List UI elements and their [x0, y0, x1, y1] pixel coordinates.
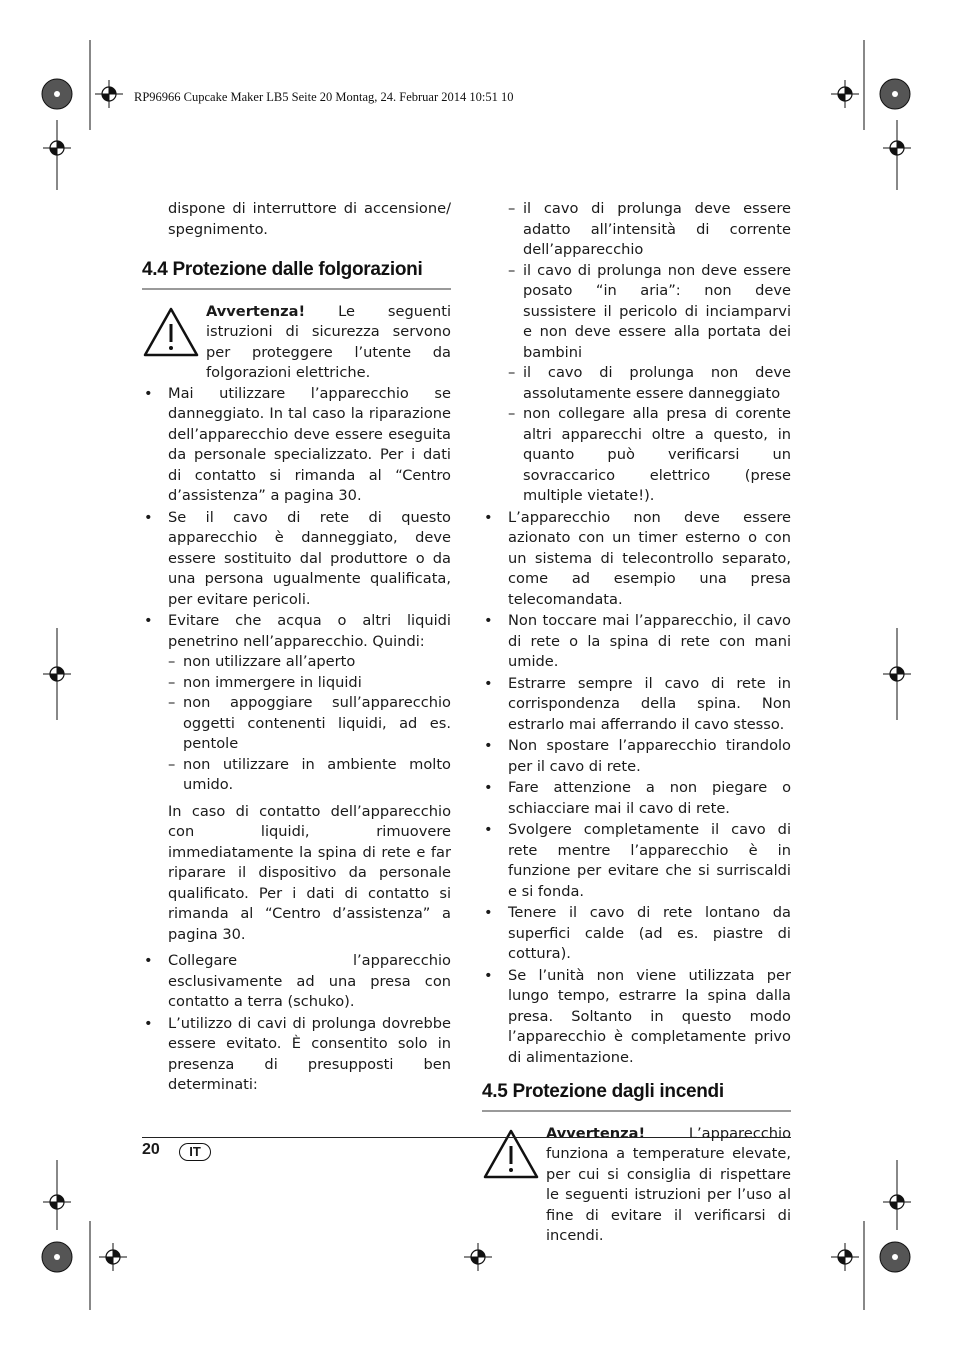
list-item: • Se l’unità non viene utilizzata per lungo tempo, estrarre la spina dalla presa. Soltanto in questo modo l’apparecchio è completamente privo di alimentazione. [482, 966, 791, 1069]
right-column [482, 199, 791, 1247]
bullet-list [482, 508, 791, 1069]
list-item: • Collegare l’apparecchio esclusivamente ad una presa con contatto a terra (schuko). [142, 951, 451, 1013]
left-column [142, 199, 451, 1097]
warning-text [206, 302, 451, 384]
dash-item: – non utilizzare all’aperto [168, 652, 451, 673]
warning-block [142, 302, 451, 384]
print-header: RP96966 Cupcake Maker LB5 Seite 20 Montag, 24. Februar 2014 10:51 10 [134, 90, 514, 104]
section-title: 4.5 Protezione dagli incendi [482, 1082, 791, 1112]
dash-item: – non collegare alla presa di corente altri apparecchi oltre a questo, in quanto può verificarsi un sovraccarico elettrico (prese multiple vietate!). [508, 404, 791, 507]
warning-triangle-icon [482, 1128, 540, 1180]
dash-item: – il cavo di prolunga non deve assolutamente essere danneggiato [508, 363, 791, 404]
bullet-list [142, 384, 451, 796]
language-badge: IT [179, 1143, 211, 1161]
footer-rule [142, 1137, 791, 1138]
list-item [142, 611, 451, 796]
page-number: 20 [142, 1141, 160, 1158]
list-item: • Svolgere completamente il cavo di rete mentre l’apparecchio è in funzione per evitare che si surriscaldi e si fonda. [482, 820, 791, 902]
intro-line: dispone di interruttore di accensione/ [168, 200, 451, 217]
section-title: 4.4 Protezione dalle folgorazioni [142, 260, 451, 290]
contact-paragraph: In caso di contatto dell’apparecchio con liquidi, rimuovere immediatamente la spina di rete e far riparare il dispositivo da personale qualificato. Per i dati di contatto si rimanda al “Centro d’assistenza” a pagina 30. [168, 802, 451, 943]
list-item-text: Evitare che acqua o altri liquidi penetrino nell’apparecchio. Quindi: [168, 612, 451, 650]
list-item: • L’utilizzo di cavi di prolunga dovrebbe essere evitato. È consentito solo in presenza di presupposti ben determinati: [142, 1014, 451, 1096]
list-item: • Estrarre sempre il cavo di rete in corrispondenza della spina. Non estrarlo mai afferrando il cavo stesso. [482, 674, 791, 736]
warning-label: Avvertenza! [206, 302, 306, 320]
list-item: • Fare attenzione a non piegare o schiacciare mai il cavo di rete. [482, 778, 791, 819]
intro-line: spegnimento. [168, 220, 268, 238]
bullet-list [142, 951, 451, 1096]
list-item: • Se il cavo di rete di questo apparecchio è danneggiato, deve essere sostituito dal produttore o da una persona ugualmente qualificata, per evitare pericoli. [142, 508, 451, 611]
dash-list [168, 652, 451, 796]
warning-block [482, 1124, 791, 1247]
warning-body: L’apparecchio funziona a temperature elevate, per cui si consiglia di rispettare le seguenti istruzioni per l’uso al fine di evitare il verificarsi di incendi. [546, 1124, 791, 1244]
dash-item: – non appoggiare sull’apparecchio oggetti contenenti liquidi, ad es. pentole [168, 693, 451, 755]
list-item: • Mai utilizzare l’apparecchio se danneggiato. In tal caso la riparazione dell’apparecchio deve essere eseguita da personale specializzato. Per i dati di contatto si rimanda al “Centro d’assistenza” a pagina 30. [142, 384, 451, 507]
dash-item: – non utilizzare in ambiente molto umido. [168, 755, 451, 796]
warning-body: Le seguenti istruzioni di sicurezza servono per proteggere l’utente da folgorazioni elettriche. [206, 302, 452, 381]
dash-list [482, 199, 791, 507]
dash-item: – non immergere in liquidi [168, 673, 451, 694]
warning-text [546, 1124, 791, 1247]
list-item: • Non spostare l’apparecchio tirandolo per il cavo di rete. [482, 736, 791, 777]
warning-triangle-icon [142, 306, 200, 358]
list-item: • L’apparecchio non deve essere azionato con un timer esterno o con un sistema di telecontrollo separato, come ad esempio una presa telecomandata. [482, 508, 791, 611]
dash-item: – il cavo di prolunga non deve essere posato “in aria”: non deve sussistere il pericolo di inciamparvi e non deve essere alla portata dei bambini [508, 261, 791, 364]
warning-label: Avvertenza! [546, 1124, 646, 1142]
list-item: • Tenere il cavo di rete lontano da superfici calde (ad es. piastre di cottura). [482, 903, 791, 965]
list-item: • Non toccare mai l’apparecchio, il cavo di rete o la spina di rete con mani umide. [482, 611, 791, 673]
dash-item: – il cavo di prolunga deve essere adatto all’intensità di corrente dell’apparecchio [508, 199, 791, 261]
